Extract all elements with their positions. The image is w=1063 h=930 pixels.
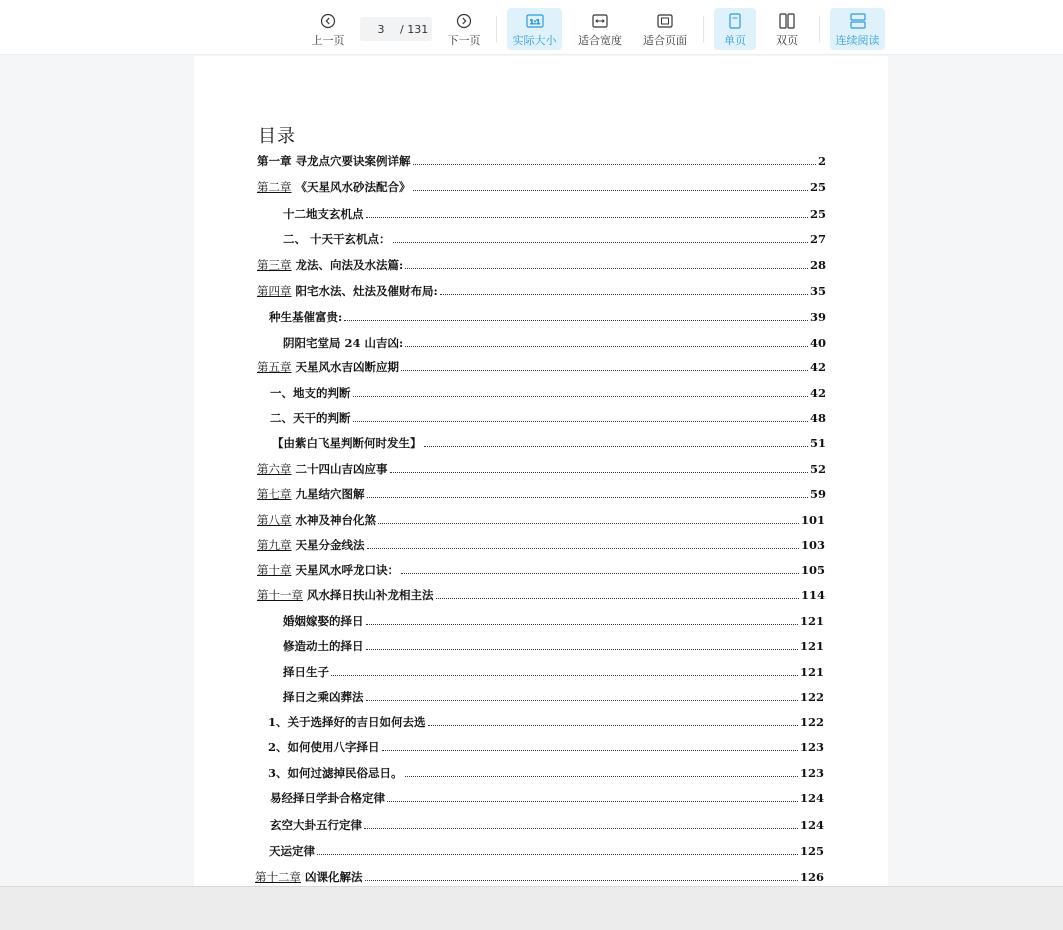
toc-dot-leader [366, 700, 798, 701]
toc-entry[interactable] [257, 359, 826, 375]
toc-dot-leader [413, 164, 816, 165]
toc-entry-title: 婚姻嫁娶的择日 [283, 614, 364, 628]
toc-entry-title: 天星风水吉凶断应期 [295, 360, 399, 374]
toc-entry-chapter: 第十二章 [255, 870, 301, 884]
toc-entry-page: 25 [809, 207, 826, 221]
toc-entry[interactable] [257, 153, 826, 169]
page-indicator [360, 17, 432, 41]
toc-entry-title: 【由紫白飞星判断何时发生】 [272, 436, 422, 450]
toc-dot-leader [424, 446, 808, 447]
toc-dot-leader [440, 294, 808, 295]
continuous-read-label: 连续阅读 [835, 34, 880, 47]
toc-entry-page: 114 [800, 588, 825, 602]
toc-entry[interactable] [257, 512, 825, 528]
toc-entry-title: 择日之乘凶葬法 [283, 690, 364, 704]
toc-dot-leader [353, 421, 808, 422]
toc-dot-leader [317, 854, 798, 855]
toc-entry[interactable] [257, 486, 826, 502]
toc-dot-leader [401, 573, 799, 574]
toc-dot-leader [344, 320, 808, 321]
double-page-button[interactable] [766, 8, 808, 50]
toc-dot-leader [364, 828, 798, 829]
toc-dot-leader [366, 217, 808, 218]
toc-entry-title: 二、天干的判断 [270, 411, 351, 425]
toc-entry-title: 阳宅水法、灶法及催财布局: [295, 284, 438, 298]
fit-page-label: 适合页面 [643, 34, 687, 47]
toc-dot-leader [331, 675, 798, 676]
toc-entry-page: 125 [799, 844, 824, 858]
single-page-button[interactable] [714, 8, 756, 50]
prev-page-label: 上一页 [311, 34, 345, 47]
document-page [194, 56, 888, 886]
toc-entry[interactable] [270, 410, 826, 426]
toc-entry-page: 123 [799, 740, 824, 754]
toc-entry[interactable] [257, 587, 825, 603]
toc-entry-page: 121 [799, 665, 824, 679]
toc-entry[interactable] [270, 385, 826, 401]
toc-entry-title: 风水择日扶山补龙相主法 [307, 588, 434, 602]
viewer-toolbar [0, 0, 1063, 55]
toc-entry-title: 一、地支的判断 [270, 386, 351, 400]
fit-page-icon [657, 12, 673, 30]
toc-entry[interactable] [268, 765, 824, 781]
toc-dot-leader [367, 497, 808, 498]
toc-entry-page: 48 [809, 411, 826, 425]
next-page-button[interactable] [442, 8, 486, 50]
toc-entry-page: 51 [809, 436, 826, 450]
continuous-scroll-icon [850, 12, 866, 30]
toc-entry-title: 九星结穴图解 [295, 487, 365, 501]
toc-dot-leader [366, 624, 798, 625]
toc-entry-page: 2 [817, 154, 826, 168]
toc-entry-chapter: 第七章 [257, 487, 292, 501]
toc-dot-leader [428, 725, 798, 726]
toc-entry-title: 凶课化解法 [305, 870, 363, 884]
toc-entry[interactable] [269, 843, 824, 859]
next-page-label: 下一页 [447, 34, 481, 47]
toc-entry[interactable] [270, 790, 824, 806]
toc-entry-page: 101 [800, 513, 825, 527]
toc-entry-title: 3、如何过滤掉民俗忌日。 [268, 766, 403, 780]
toc-entry-page: 39 [809, 310, 826, 324]
toolbar-divider [819, 16, 820, 42]
toc-entry-page: 25 [809, 180, 826, 194]
toc-entry[interactable] [283, 613, 824, 629]
toc-entry[interactable] [269, 309, 826, 325]
toc-entry[interactable] [283, 335, 826, 351]
toc-entry-chapter: 第三章 [257, 258, 292, 272]
toc-entry-title: 二、 十天干玄机点： [283, 232, 391, 246]
toc-entry-page: 121 [799, 639, 824, 653]
toc-entry[interactable] [283, 206, 826, 222]
toc-entry-title: 十二地支玄机点 [283, 207, 364, 221]
toc-entry-title: 择日生子 [283, 665, 329, 679]
toc-entry[interactable] [257, 461, 826, 477]
toc-entry-page: 35 [809, 284, 826, 298]
toc-entry[interactable] [283, 664, 824, 680]
toc-entry-chapter: 第八章 [257, 513, 292, 527]
double-page-icon [779, 12, 795, 30]
toc-entry-page: 121 [799, 614, 824, 628]
toc-entry-chapter: 第六章 [257, 462, 292, 476]
toc-entry-title: 第一章 寻龙点穴要诀案例详解 [257, 154, 411, 168]
horizontal-scrollbar-track[interactable] [0, 886, 1063, 930]
toc-entry-title: 龙法、向法及水法篇: [295, 258, 404, 272]
toc-dot-leader [353, 396, 808, 397]
toc-entry[interactable] [283, 638, 824, 654]
toc-entry[interactable] [257, 179, 826, 195]
toc-dot-leader [405, 268, 808, 269]
fit-page-button[interactable] [639, 8, 691, 50]
toc-entry-page: 124 [799, 791, 824, 805]
toc-entry-title: 修造动土的择日 [283, 639, 364, 653]
toc-entry-chapter: 第十章 [257, 563, 292, 577]
toc-entry-page: 52 [809, 462, 826, 476]
toc-dot-leader [405, 346, 808, 347]
toc-dot-leader [365, 880, 798, 881]
toc-entry-page: 40 [809, 336, 826, 350]
toc-title: 目录 [258, 126, 296, 147]
toc-entry-title: 二十四山吉凶应事 [295, 462, 388, 476]
single-page-label: 单页 [724, 34, 746, 47]
toc-entry[interactable] [283, 689, 824, 705]
chevron-right-circle-icon [456, 12, 472, 30]
continuous-read-button[interactable] [830, 8, 885, 50]
toc-entry[interactable] [257, 562, 825, 578]
toc-entry-chapter: 第二章 [257, 180, 292, 194]
toc-entry-title: 易经择日学卦合格定律 [270, 791, 385, 805]
toc-entry-page: 103 [800, 538, 825, 552]
toolbar-divider [703, 16, 704, 42]
toc-dot-leader [401, 370, 808, 371]
toc-dot-leader [387, 801, 798, 802]
toc-entry[interactable] [268, 714, 824, 730]
actual-size-label: 实际大小 [512, 34, 557, 47]
toc-entry-chapter: 第四章 [257, 284, 292, 298]
chevron-left-circle-icon [320, 12, 336, 30]
toc-entry-page: 122 [799, 715, 824, 729]
prev-page-button[interactable] [306, 8, 350, 50]
toc-entry[interactable] [283, 231, 826, 247]
toc-entry[interactable] [257, 283, 826, 299]
svg-text:1:1: 1:1 [529, 18, 540, 26]
toc-entry-title: 2、如何使用八字择日 [268, 740, 380, 754]
toc-entry[interactable] [272, 435, 826, 451]
actual-size-button[interactable] [507, 8, 562, 50]
toc-entry-title: 玄空大卦五行定律 [270, 818, 362, 832]
toc-entry-page: 27 [809, 232, 826, 246]
toc-entry[interactable] [257, 537, 825, 553]
toc-entry-chapter: 第五章 [257, 360, 292, 374]
toc-entry-chapter: 第九章 [257, 538, 292, 552]
toc-entry-title: 天运定律 [269, 844, 315, 858]
toc-entry-chapter: 第十一章 [257, 588, 303, 602]
fit-width-icon [592, 12, 608, 30]
toc-entry[interactable] [268, 739, 824, 755]
toc-entry-page: 105 [800, 563, 825, 577]
toc-entry-page: 59 [809, 487, 826, 501]
page-total: / 131 [400, 22, 429, 36]
toc-entry-page: 123 [799, 766, 824, 780]
fit-width-button[interactable] [574, 8, 626, 50]
toc-entry[interactable] [270, 817, 824, 833]
fit-width-label: 适合宽度 [578, 34, 622, 47]
toc-dot-leader [393, 242, 808, 243]
toc-dot-leader [378, 523, 799, 524]
toc-entry-title: 天星风水呼龙口诀： [295, 563, 399, 577]
toc-entry-title: 天星分金线法 [295, 538, 365, 552]
toc-entry-title: 阴阳宅堂局 24 山吉凶: [283, 336, 404, 350]
toc-entry-page: 42 [809, 386, 826, 400]
toc-dot-leader [367, 548, 799, 549]
toc-dot-leader [436, 598, 799, 599]
toc-entry-page: 122 [799, 690, 824, 704]
toolbar-divider [496, 16, 497, 42]
single-page-icon [729, 12, 741, 30]
toc-entry-title: 种生基催富贵: [269, 310, 343, 324]
toc-entry[interactable] [255, 869, 824, 885]
toc-dot-leader [382, 750, 798, 751]
current-page-input[interactable] [368, 23, 394, 36]
toc-dot-leader [366, 649, 798, 650]
toc-entry-page: 28 [809, 258, 826, 272]
toc-dot-leader [405, 776, 798, 777]
actual-size-icon [526, 12, 544, 30]
toc-entry[interactable] [257, 257, 826, 273]
toc-entry-title: 水神及神台化煞 [295, 513, 376, 527]
toc-dot-leader [413, 190, 808, 191]
toc-dot-leader [390, 472, 808, 473]
toc-entry-title: 《天星风水砂法配合》 [295, 180, 411, 194]
toc-entry-page: 124 [799, 818, 824, 832]
double-page-label: 双页 [776, 34, 798, 47]
toc-entry-page: 126 [799, 870, 824, 884]
toc-entry-page: 42 [809, 360, 826, 374]
toc-entry-title: 1、关于选择好的吉日如何去选 [268, 715, 426, 729]
